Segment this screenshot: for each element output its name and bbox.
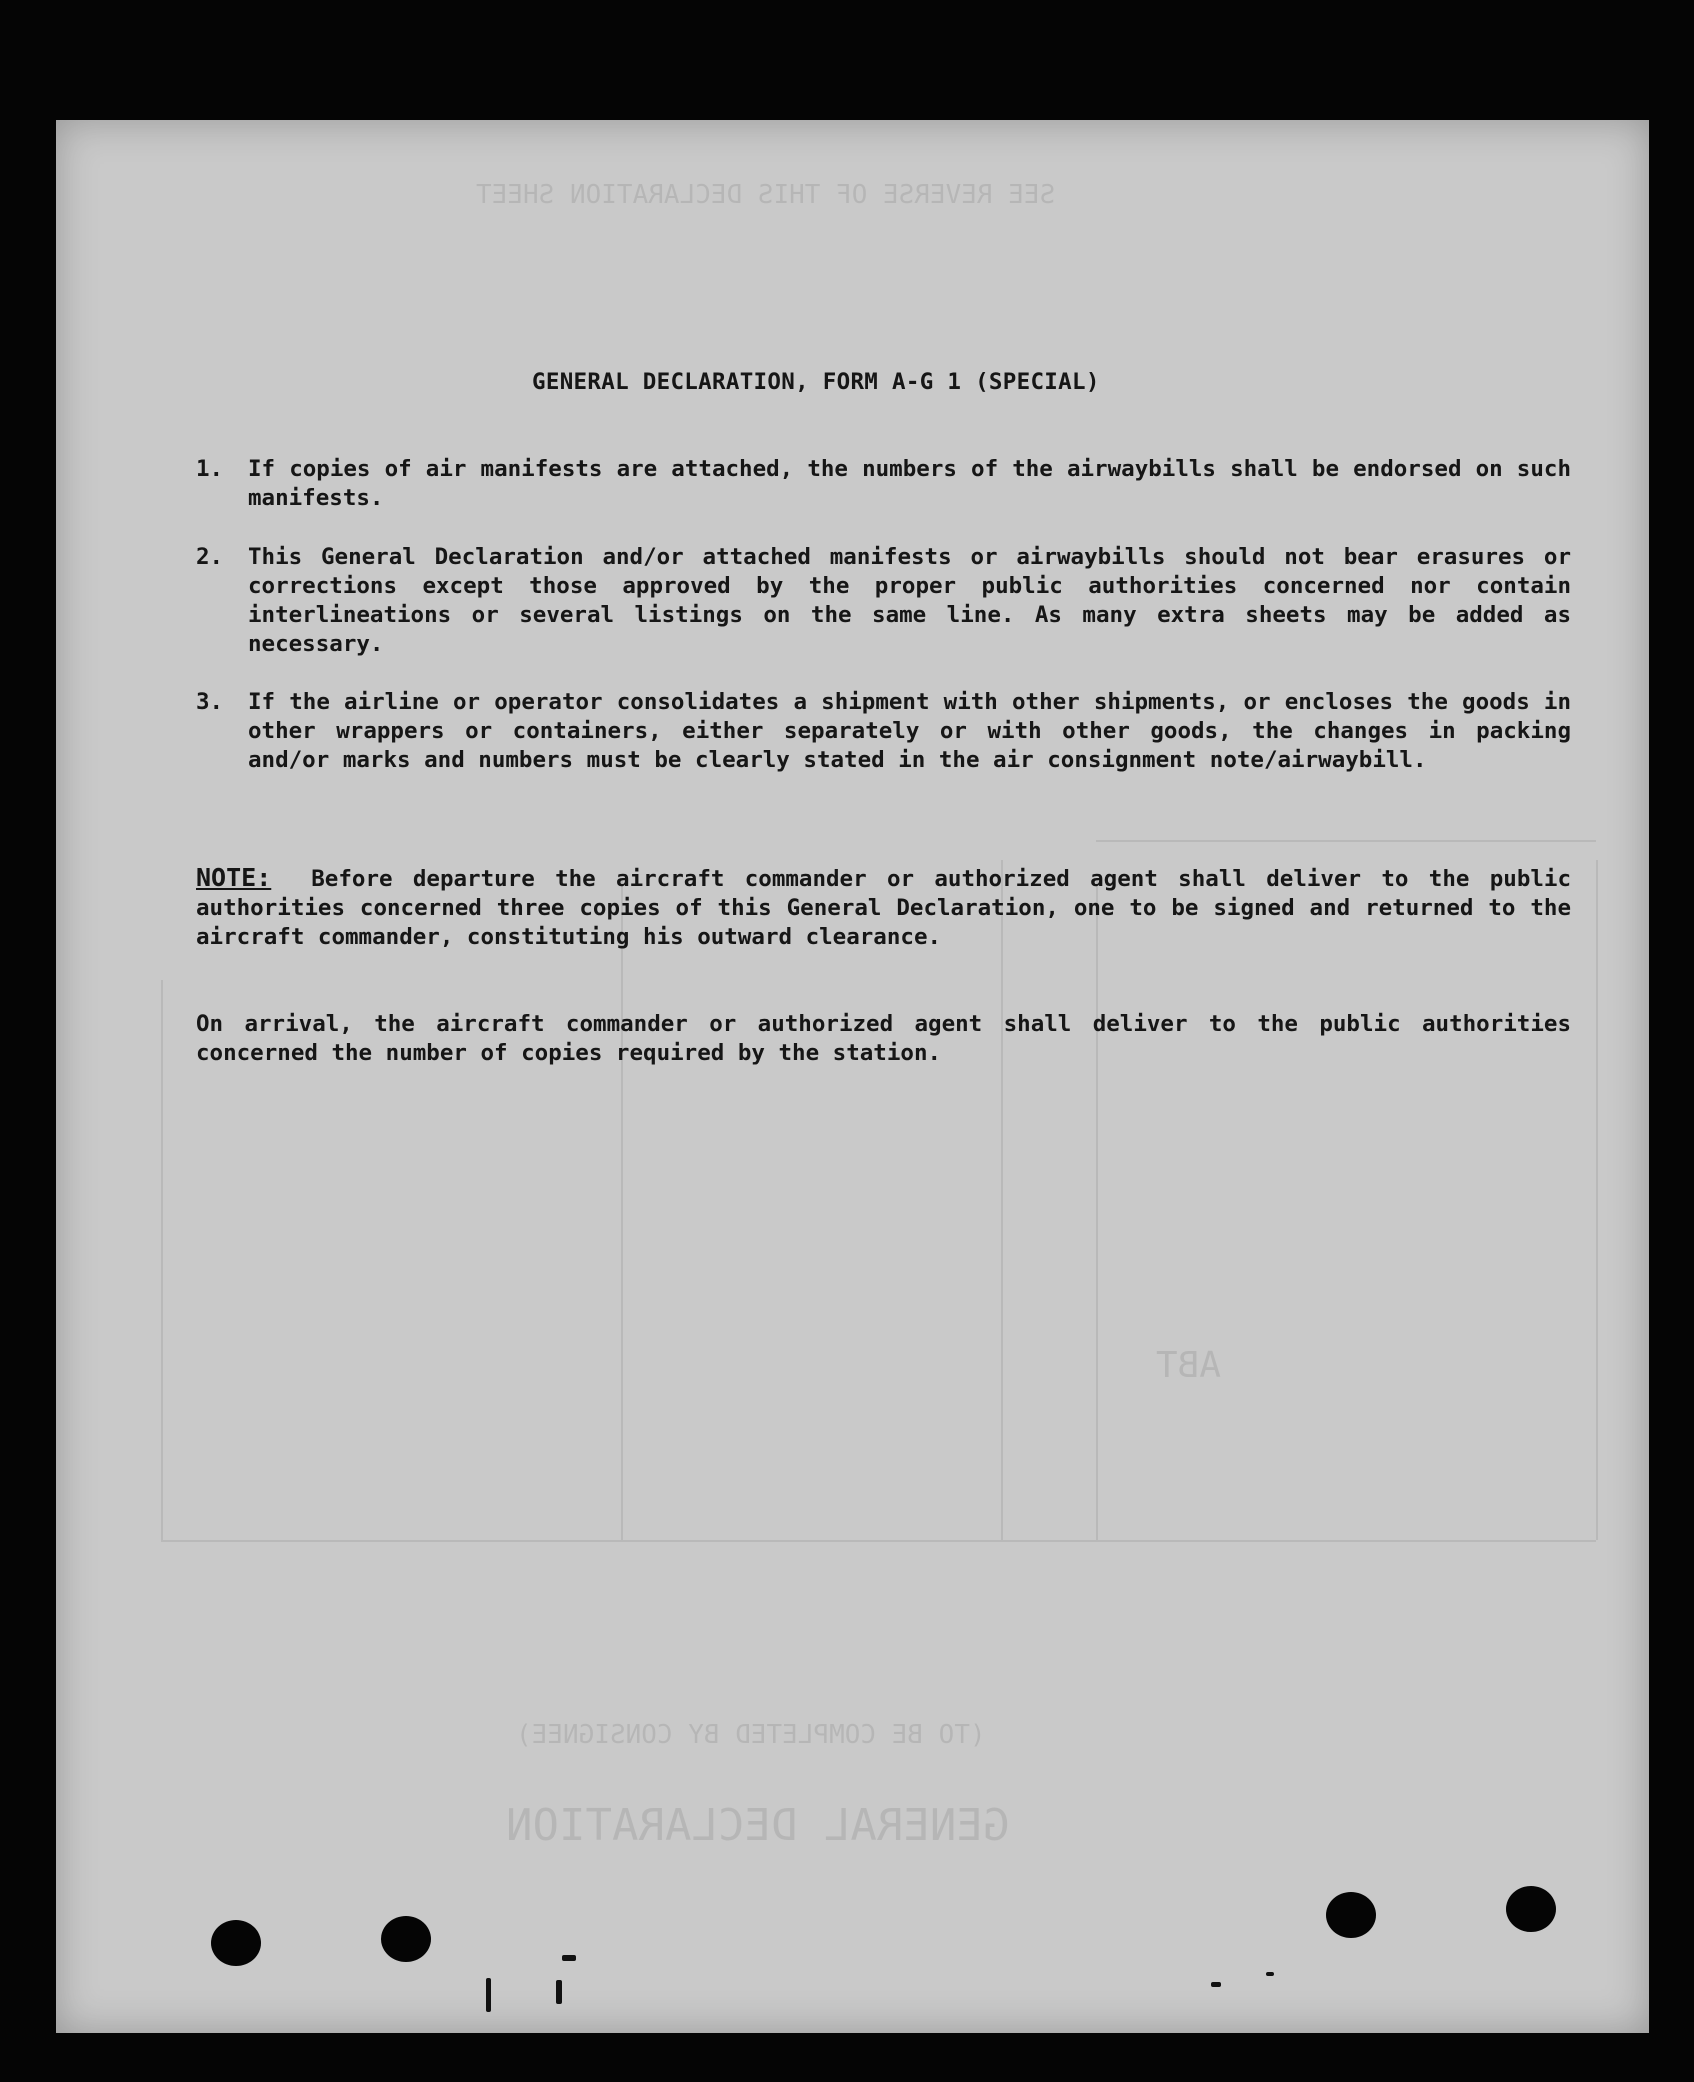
ink-speck	[1211, 1982, 1221, 1987]
item-number: 1.	[196, 456, 224, 482]
ink-speck	[486, 1978, 491, 2012]
document-page	[56, 120, 1649, 2033]
instruction-item-2	[196, 543, 1571, 659]
ink-speck	[562, 1955, 576, 1961]
item-number: 3.	[196, 689, 224, 715]
punch-hole-1	[211, 1920, 261, 1966]
item-text: This General Declaration and/or attached manifests or airwaybills should not bear erasures or corrections except those approved by the proper public authorities concerned nor contain interlineations or several listings on the same line. As many extra sheets may be added as necessary.	[248, 544, 1571, 657]
item-text: If the airline or operator consolidates a shipment with other shipments, or encloses the goods in other wrappers or containers, either separately or with other goods, the changes in packing and/or marks and numbers must be clearly stated in the air consignment note/airwaybill.	[248, 689, 1571, 773]
note-label: NOTE:	[196, 863, 272, 892]
punch-hole-4	[1506, 1886, 1556, 1932]
punch-hole-2	[381, 1916, 431, 1962]
arrival-paragraph: On arrival, the aircraft commander or authorized agent shall deliver to the public authorities concerned the number of copies required by the station.	[196, 1011, 1571, 1066]
instruction-item-3	[196, 688, 1571, 775]
note-text: Before departure the aircraft commander or authorized agent shall deliver to the public authorities concerned three copies of this General Declaration, one to be signed and returned to the aircraft commander, constituting his outward clearance.	[196, 866, 1571, 950]
item-text: If copies of air manifests are attached, the numbers of the airwaybills shall be endorsed on such manifests.	[248, 456, 1571, 511]
punch-hole-3	[1326, 1892, 1376, 1938]
ink-speck	[556, 1980, 562, 2004]
form-title: GENERAL DECLARATION, FORM A-G 1 (SPECIAL)	[532, 369, 1100, 395]
bleed-through-background: SEE REVERSE OF THIS DECLARATION SHEET (TO BE COMPLETED BY CONSIGNEE) GENERAL DECLARATION ABT	[56, 120, 1649, 2033]
ink-speck	[1266, 1972, 1274, 1976]
instruction-item-1	[196, 455, 1571, 513]
item-number: 2.	[196, 544, 224, 570]
note-paragraph	[196, 863, 1571, 952]
